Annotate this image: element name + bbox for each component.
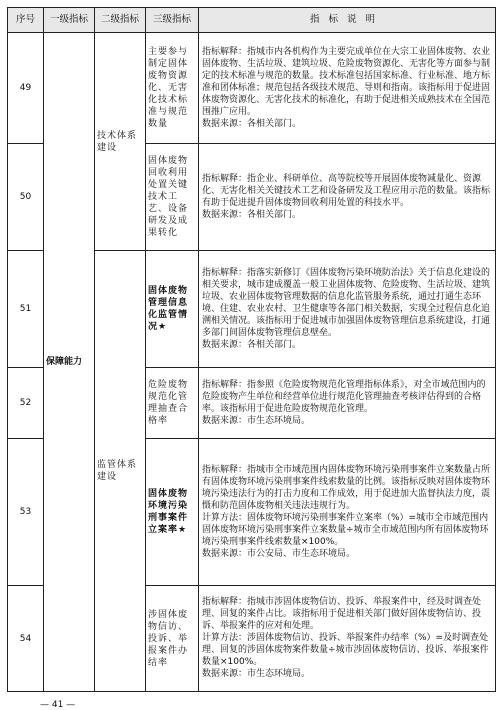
header-no: 序号 [8, 8, 44, 33]
level3-cell: 危险废物规范化管理抽查合格率 [146, 368, 199, 439]
desc-source: 数据来源：各相关部门。 [202, 209, 302, 220]
description-cell [199, 368, 496, 439]
level3-cell: 固体废物回收利用处置关键技术工艺、设备研发及成果转化 [146, 144, 199, 251]
level2-cell-regulation: 监管体系建设 [95, 251, 146, 692]
row-number: 54 [8, 586, 44, 692]
row-number: 53 [8, 439, 44, 586]
description-cell [199, 251, 496, 368]
level3-cell: 主要参与制定固体废物资源化、无害化技术标准与规范数量 [146, 33, 199, 144]
desc-explanation: 指标解释：指城市涉固体废物信访、投诉、举报案件中，经及时调查处理、回复的案件占比。该指标用于促进相关部门做好固体废物信访、投诉、举报案件的应对和处理。 [202, 597, 482, 631]
header-level1: 一级指标 [44, 8, 95, 33]
level3-cell: 涉固体废物信访、投诉、举报案件办结率 [146, 586, 199, 692]
description-cell [199, 33, 496, 144]
desc-source: 数据来源：市生态环境局。 [202, 415, 311, 426]
desc-explanation: 指标解释：指参照《危险废物规范化管理指标体系》，对全市域范围内的危险废物产生单位和经营单位进行规范化管理抽查考核评估得到的合格率。该指标用于促进危险废物规范化管理。 [202, 379, 486, 414]
desc-source: 数据来源：各相关部门。 [202, 339, 302, 350]
table-row [8, 33, 496, 144]
page-number: — 41 — [40, 700, 76, 710]
header-level2: 二级指标 [95, 8, 146, 33]
header-row [8, 8, 496, 33]
description-cell [199, 439, 496, 586]
level3-cell: 固体废物管理信息化监管情况★ [146, 251, 199, 368]
desc-source: 数据来源：市生态环境局。 [202, 669, 311, 679]
desc-explanation: 指标解释：指落实新修订《固体废物污染环境防治法》关于信息化建设的相关要求，城市建成覆盖一般工业固体废物、危险废物、生活垃圾、建筑垃圾、农业固体废物管理数据的信息化监管服务系统，通过打通生态环境、住建、农业农村、卫生健康等各部门相关数据，实现全过程信息化追溯相关情况。该指标用于促进城市加强固体废物管理信息系统建设，打通多部门间固体废物管理信息壁垒。 [202, 267, 491, 338]
level1-cell: 保障能力 [44, 33, 95, 692]
desc-source: 数据来源：各相关部门。 [202, 118, 302, 129]
desc-explanation: 指标解释：指城市内各机构作为主要完成单位在大宗工业固体废物、农业固体废物、生活垃圾、建筑垃圾、危险废物资源化、无害化等方面参与制定的技术标准与规范的数量。技术标准包括国家标准、行业标准、地方标准和团体标准；规范包括各级技术规范、导则和指南。该指标用于促进固体废物资源化、无害化技术的标准化，有助于促进相关成熟技术在全国范围推广应用。 [202, 46, 491, 117]
desc-explanation: 指标解释：指城市全市域范围内固体废物环境污染刑事案件立案数量占所有固体废物环境污染刑事案件线索数量的比例。该指标反映对固体废物环境污染违法行为的打击力度和工作成效，用于促进加大监督执法力度，震慑和防范固体废物相关违法违规行为。 [202, 464, 491, 511]
description-cell [199, 586, 496, 692]
row-number: 51 [8, 251, 44, 368]
level2-cell-tech: 技术体系建设 [95, 33, 146, 251]
header-level3: 三级指标 [146, 8, 199, 33]
header-desc: 指标说明 [199, 8, 496, 33]
desc-source: 数据来源：市公安局、市生态环境局。 [202, 548, 356, 559]
level3-cell: 固体废物环境污染刑事案件立案率★ [146, 439, 199, 586]
desc-method: 计算方法：涉固体废物信访、投诉、举报案件办结率（%）=及时调查处理、回复的涉固体废物案件数量÷城市涉固体废物信访、投诉、举报案件数量×100%。 [202, 633, 489, 667]
description-cell [199, 144, 496, 251]
desc-method: 计算方法：固体废物环境污染刑事案件立案率（%）=城市全市域范围内固体废物环境污染刑事案件立案数量÷城市全市域范围内所有固体废物环境污染刑事案件线索数量×100%。 [202, 512, 489, 547]
row-number: 50 [8, 144, 44, 251]
indicator-table [7, 7, 496, 692]
row-number: 52 [8, 368, 44, 439]
row-number: 49 [8, 33, 44, 144]
desc-explanation: 指标解释：指企业、科研单位、高等院校等开展固体废物减量化、资源化、无害化相关关键技术工艺和设备研发及工程应用示范的数量。该指标有助于促进提升固体废物回收利用处置的科技水平。 [202, 173, 491, 208]
